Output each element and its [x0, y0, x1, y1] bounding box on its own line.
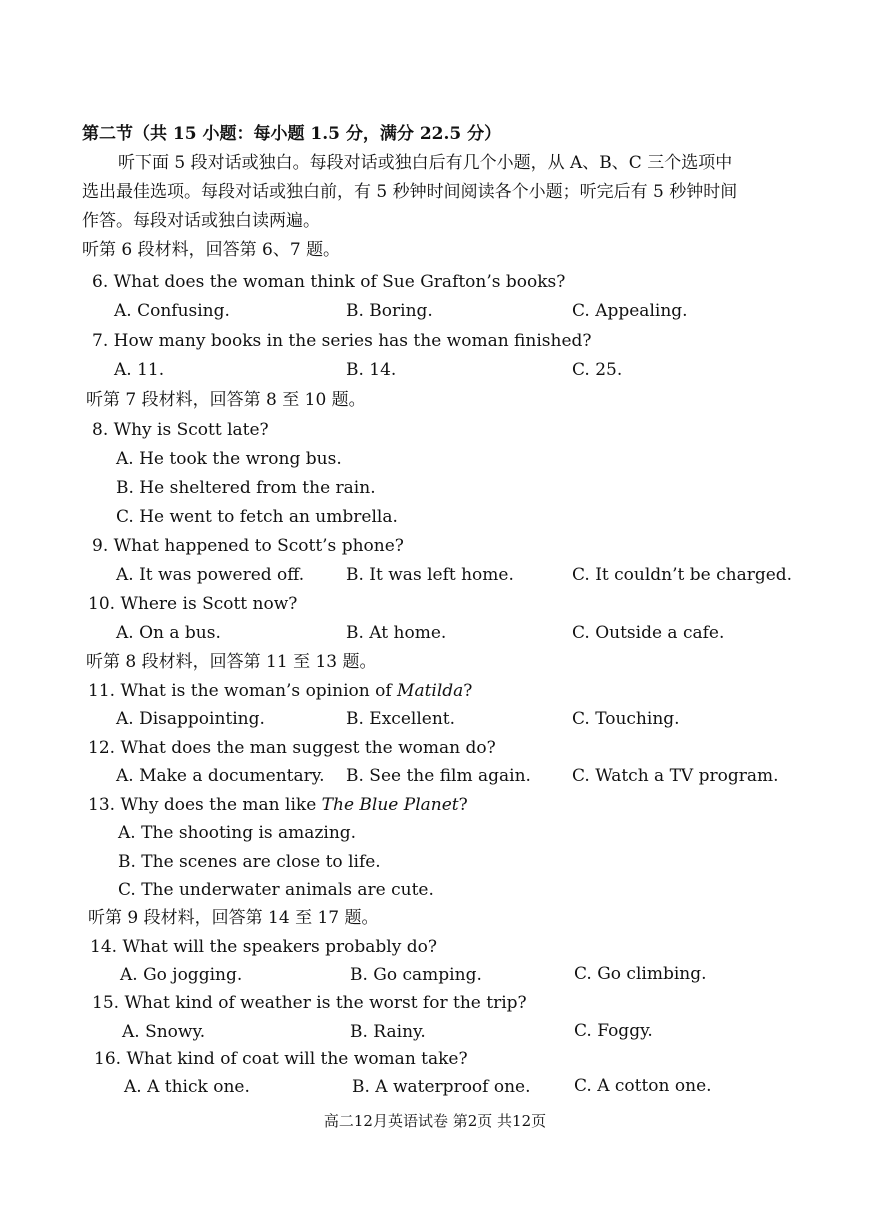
stem-text: ? [458, 795, 468, 815]
option-a: A. Go jogging. [120, 965, 243, 985]
option-c: C. Appealing. [572, 301, 688, 321]
option-c: C. Outside a cafe. [572, 623, 725, 643]
option-b: B. A waterproof one. [352, 1077, 531, 1097]
option-b: B. Boring. [346, 301, 433, 321]
option-a: A. He took the wrong bus. [116, 449, 342, 469]
option-a: A. Snowy. [122, 1022, 206, 1042]
option-c: C. A cotton one. [574, 1076, 712, 1096]
stem-text: ? [463, 681, 473, 701]
option-b: B. Rainy. [350, 1022, 426, 1042]
option-c: C. Go climbing. [574, 964, 707, 984]
option-b: B. Excellent. [346, 709, 455, 729]
group-heading: 听第 6 段材料，回答第 6、7 题。 [82, 240, 341, 260]
option-a: A. On a bus. [116, 623, 221, 643]
instruction-line: 听下面 5 段对话或独白。每段对话或独白后有几个小题，从 A、B、C 三个选项中 [118, 153, 733, 173]
option-a: A. 11. [114, 360, 165, 380]
group-heading: 听第 7 段材料，回答第 8 至 10 题。 [86, 390, 366, 410]
group-heading: 听第 9 段材料，回答第 14 至 17 题。 [88, 908, 379, 928]
option-c: C. Touching. [572, 709, 680, 729]
option-a: A. A thick one. [124, 1077, 250, 1097]
option-b: B. Go camping. [350, 965, 482, 985]
option-a: A. Make a documentary. [116, 766, 325, 786]
stem-title: Matilda [397, 681, 464, 701]
question-stem: 8. Why is Scott late? [92, 420, 269, 440]
option-c: C. The underwater animals are cute. [118, 880, 434, 900]
option-b: B. See the film again. [346, 766, 531, 786]
option-c: C. Watch a TV program. [572, 766, 779, 786]
option-c: C. Foggy. [574, 1021, 653, 1041]
section-title: 第二节（共 15 小题：每小题 1.5 分，满分 22.5 分） [82, 124, 502, 144]
option-c: C. He went to fetch an umbrella. [116, 507, 398, 527]
group-heading: 听第 8 段材料，回答第 11 至 13 题。 [86, 652, 377, 672]
stem-title: The Blue Planet [321, 795, 459, 815]
question-stem: 16. What kind of coat will the woman take? [94, 1049, 468, 1069]
question-stem: 15. What kind of weather is the worst for the trip? [92, 993, 527, 1013]
question-stem: 9. What happened to Scott’s phone? [92, 536, 404, 556]
option-b: B. He sheltered from the rain. [116, 478, 376, 498]
option-c: C. It couldn’t be charged. [572, 565, 793, 585]
option-b: B. It was left home. [346, 565, 514, 585]
option-a: A. It was powered off. [116, 565, 305, 585]
page-footer: 高二12月英语试卷 第2页 共12页 [323, 1112, 547, 1130]
instruction-line: 选出最佳选项。每段对话或独白前，有 5 秒钟时间阅读各个小题；听完后有 5 秒钟时间 [82, 182, 738, 202]
question-stem: 10. Where is Scott now? [88, 594, 298, 614]
option-b: B. 14. [346, 360, 397, 380]
option-a: A. Confusing. [114, 301, 230, 321]
question-stem: 7. How many books in the series has the woman finished? [92, 331, 592, 351]
question-stem: 6. What does the woman think of Sue Grafton’s books? [92, 272, 566, 292]
question-stem: 14. What will the speakers probably do? [90, 937, 437, 957]
option-b: B. At home. [346, 623, 447, 643]
question-stem [88, 679, 472, 703]
instruction-line: 作答。每段对话或独白读两遍。 [82, 211, 320, 231]
option-a: A. The shooting is amazing. [118, 823, 357, 843]
option-a: A. Disappointing. [116, 709, 265, 729]
question-stem: 12. What does the man suggest the woman do? [88, 738, 496, 758]
option-c: C. 25. [572, 360, 623, 380]
stem-text: 13. Why does the man like [88, 795, 322, 815]
question-stem [88, 793, 468, 817]
stem-text: 11. What is the woman’s opinion of [88, 681, 398, 701]
option-b: B. The scenes are close to life. [118, 852, 381, 872]
